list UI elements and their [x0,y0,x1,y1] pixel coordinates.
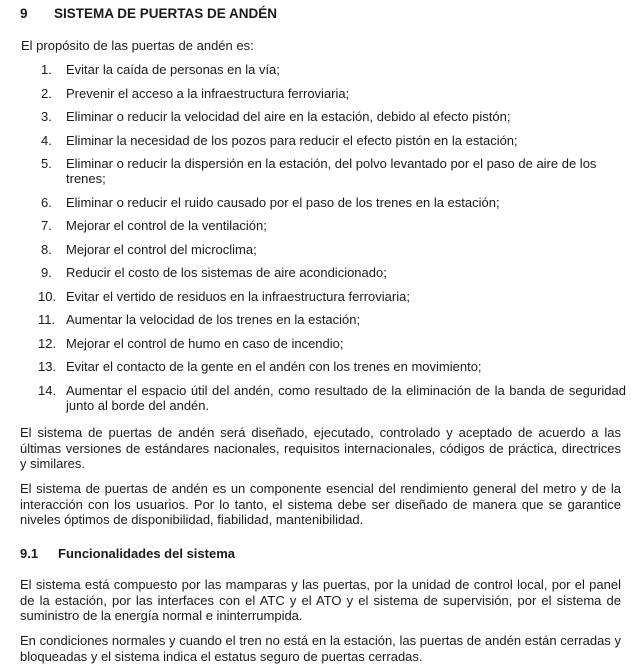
list-item-number: 4. [41,132,52,148]
list-item-text: Evitar la caída de personas en la vía; [66,62,280,77]
list-item-text: Mejorar el control de humo en caso de incendio; [66,335,344,351]
list-item-number: 13. [38,359,57,374]
list-item-text: Aumentar la velocidad de los trenes en la estación; [66,312,361,327]
list-item-text: Evitar el contacto de la gente en el andén con los trenes en movimiento; [66,359,482,374]
list-item [41,86,626,101]
list-item-number: 6. [41,194,52,210]
list-item-text: Aumentar el espacio útil del andén, como resultado de la eliminación de la banda de seguridad junto al borde del andén. [66,382,626,413]
list-item [38,359,626,374]
list-item [38,335,626,351]
list-item-number: 3. [41,109,52,124]
standards-paragraph: El sistema de puertas de andén será diseñado, ejecutado, controlado y aceptado de acuerdo a las últimas versiones de estándares nacionales, requisitos internacionales, códigos de práctica, directrices y similares. [20,425,621,471]
composition-paragraph: El sistema está compuesto por las mamparas y las puertas, por la unidad de control local, por el panel de la estación, por las interfaces con el ATC y el ATO y el sistema de supervisión, por el sistema de suministro de la energía normal e ininterrumpida. [20,577,621,623]
list-item-text: Mejorar el control de la ventilación; [66,218,267,233]
subsection-title: Funcionalidades del sistema [58,546,235,561]
section-number: 9 [20,6,28,21]
list-item [41,133,626,148]
list-item-number: 7. [41,218,52,233]
list-item-number: 11. [38,312,56,327]
list-item-number: 10. [38,288,57,304]
performance-paragraph: El sistema de puertas de andén es un componente esencial del rendimiento general del metro y de la interacción con los usuarios. Por lo tanto, el sistema debe ser diseñado de manera que se garantice niveles óptimos de disponibilidad, fiabilidad, mantenibilidad. [20,481,621,527]
list-item [38,288,626,304]
list-item-number: 12. [38,335,57,351]
list-item [41,156,626,186]
list-item-text: Reducir el costo de los sistemas de aire acondicionado; [66,265,387,280]
list-item-text: Eliminar o reducir la dispersión en la estación, del polvo levantado por el paso de aire de los trenes; [66,156,597,186]
list-item-text: Eliminar la necesidad de los pozos para reducir el efecto pistón en la estación; [66,132,518,148]
list-item-text: Eliminar o reducir la velocidad del aire en la estación, debido al efecto pistón; [66,109,511,124]
list-item-text: Eliminar o reducir el ruido causado por el paso de los trenes en la estación; [66,194,500,210]
list-item-number: 8. [41,241,52,257]
list-item [38,382,626,413]
subsection-heading [20,546,235,561]
list-item-text: Evitar el vertido de residuos en la infraestructura ferroviaria; [66,288,410,304]
intro-text: El propósito de las puertas de andén es: [21,38,254,53]
list-item [41,218,626,233]
purpose-list [38,62,626,421]
list-item [41,109,626,124]
section-title: SISTEMA DE PUERTAS DE ANDÉN [54,6,278,21]
list-item [41,195,626,210]
list-item-text: Prevenir el acceso a la infraestructura ferroviaria; [66,85,350,101]
list-item-number: 1. [41,62,52,77]
list-item-number: 2. [41,85,52,101]
list-item [41,265,626,280]
subsection-number: 9.1 [20,546,39,561]
normal-conditions-paragraph: En condiciones normales y cuando el tren no está en la estación, las puertas de andén están cerradas y bloqueadas y el sistema indica el estatus seguro de puertas cerradas. [20,633,621,664]
list-item-text: Mejorar el control del microclima; [66,241,257,257]
list-item-number: 5. [41,156,52,171]
section-heading [20,6,277,21]
list-item [41,242,626,257]
list-item-number: 9. [41,265,52,280]
list-item [38,312,626,327]
list-item-number: 14. [38,382,57,398]
list-item [41,62,626,77]
